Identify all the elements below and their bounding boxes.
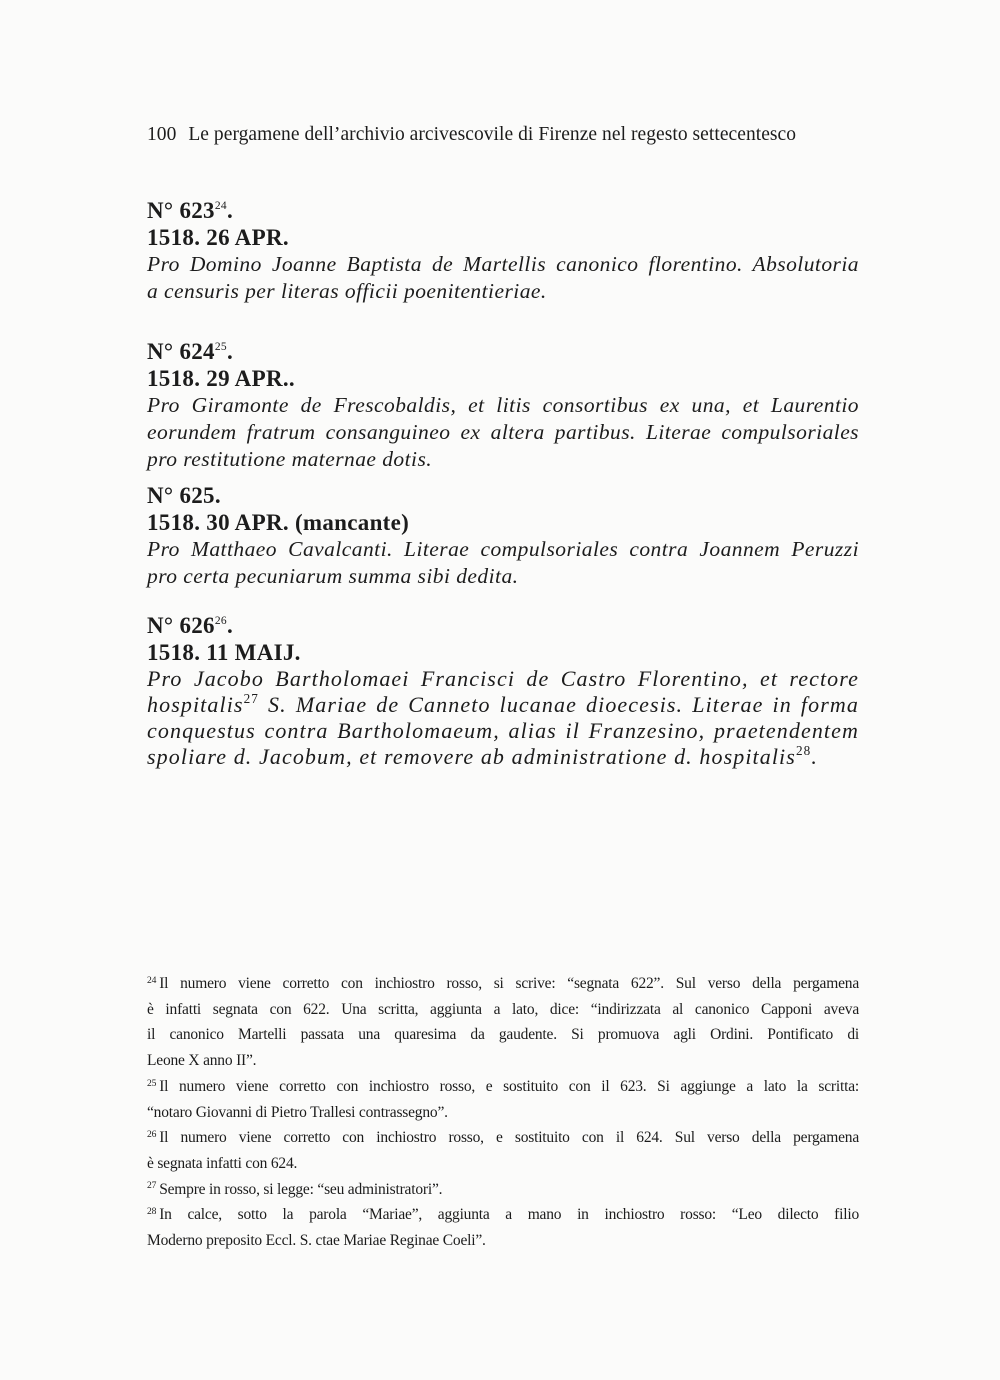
- entry-text: Pro Giramonte de Frescobaldis, et litis consortibus ex una, et Laurentio eorundem fratrum consanguineo ex altera partibus. Literae compulsoriales pro restitutione maternae dotis.: [147, 393, 859, 471]
- footnotes: [147, 971, 859, 1254]
- entry-text: Pro Domino Joanne Baptista de Martellis canonico florentino. Absolutoria a censuris per literas officii poenitentieriae.: [147, 252, 859, 303]
- entry-625: [147, 482, 859, 590]
- running-title: Le pergamene dell’archivio arcivescovile di Firenze nel regesto settecentesco: [188, 124, 797, 145]
- entry-number: N° 625.: [147, 483, 221, 508]
- footnote-24: $^{24}$ Il numero viene corretto con inchiostro rosso, si scrive: “segnata 622”. Sul verso della pergamena è infatti segnata con 622. Una scritta, aggiunta a lato, dice: “indirizzata al canonico Capponi aveva il canonico Martelli passata una quaresima da gaudente. Si promuova agli Ordini. Pontificato di Leone X anno II”.: [147, 974, 859, 1070]
- note-ref: 26: [214, 614, 227, 627]
- note-ref: 27: [243, 690, 259, 706]
- entry-number: N° $626^{26}$.: [147, 613, 234, 638]
- footnote-marker: 27: [147, 1180, 157, 1192]
- entry-626: [147, 612, 859, 770]
- footnote-27: $^{27}$ Sempre in rosso, si legge: “seu administratori”.: [147, 1180, 443, 1198]
- note-ref: 24: [214, 199, 227, 212]
- entry-date: 1518. 26 APR.: [147, 225, 289, 250]
- note-ref: 25: [214, 340, 227, 353]
- note-ref: 28: [795, 742, 812, 758]
- entry-date: 1518. 29 APR..: [147, 366, 295, 391]
- entry-623: [147, 197, 859, 305]
- entry-number: N° $623^{24}$.: [147, 198, 234, 223]
- entry-text: Pro Matthaeo Cavalcanti. Literae compulsoriales contra Joannem Peruzzi pro certa pecuniarum summa sibi dedita.: [147, 537, 859, 588]
- page-number: 100: [147, 124, 177, 145]
- entry-number: N° $624^{25}$.: [147, 339, 234, 364]
- footnote-26: $^{26}$ Il numero viene corretto con inchiostro rosso, e sostituito con il 624. Sul verso della pergamena è segnata infatti con 624.: [147, 1128, 859, 1172]
- footnote-marker: 25: [147, 1077, 157, 1089]
- entry-624: [147, 338, 859, 473]
- footnote-marker: 28: [147, 1206, 157, 1218]
- entry-date: 1518. 30 APR. (mancante): [147, 510, 410, 535]
- entry-date: 1518. 11 MAIJ.: [147, 640, 301, 665]
- footnote-25: $^{25}$ Il numero viene corretto con inchiostro rosso, e sostituito con il 623. Si aggiunge a lato la scritta: “notaro Giovanni di Pietro Trallesi contrassegno”.: [147, 1077, 859, 1121]
- footnote-28: $^{28}$ In calce, sotto la parola “Mariae”, aggiunta a mano in inchiostro rosso: “Leo dilecto filio Moderno preposito Eccl. S. ctae Mariae Reginae Coeli”.: [147, 1206, 859, 1250]
- footnote-marker: 26: [147, 1128, 157, 1140]
- running-head: [147, 124, 796, 146]
- footnote-marker: 24: [147, 974, 157, 986]
- entry-text: Pro Jacobo Bartholomaei Francisci de Castro Florentino, et rectore hospitalis$^{27}$ S. Mariae de Canneto lucanae dioecesis. Literae in forma conquestus contra Bartholomaeum, alias il Franzesino, praetendentem spoliare d. Jacobum, et removere ab administratione d. hospitalis$^{28}$.: [147, 666, 859, 769]
